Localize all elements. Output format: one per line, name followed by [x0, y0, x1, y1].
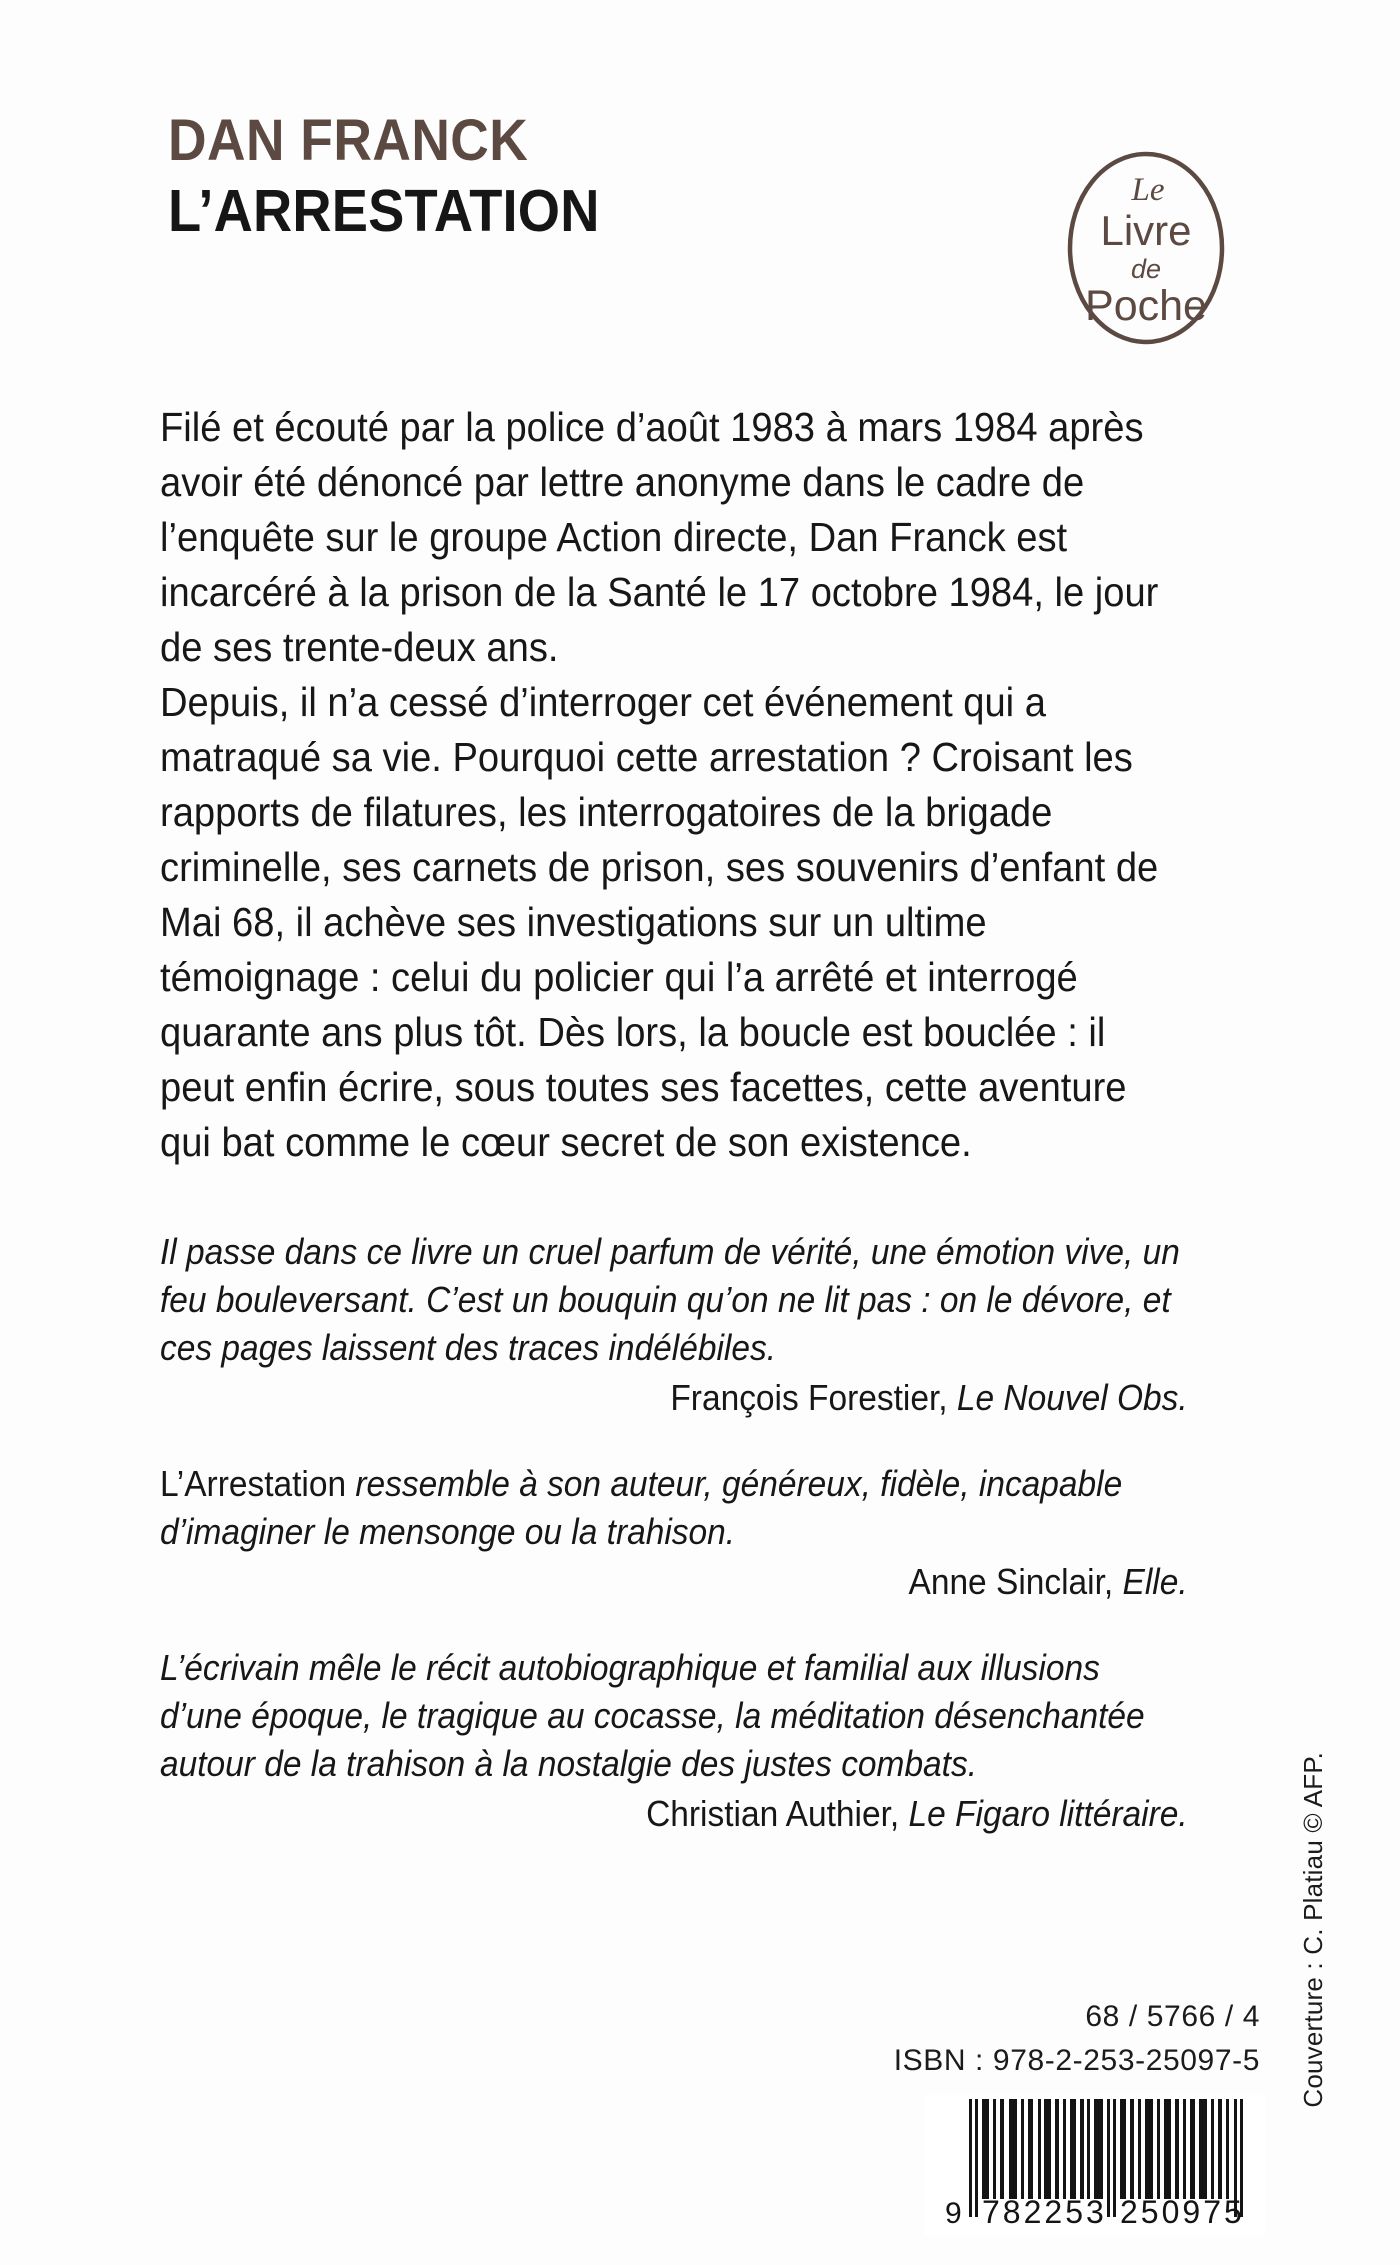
- isbn-code: ISBN : 978-2-253-25097-5: [893, 2044, 1260, 2077]
- review-quote-body: L’écrivain mêle le récit autobiographique et familial aux illusions d’une époque, le tragique au cocasse, la méditation désenchantée autour de la trahison à la nostalgie des justes combats.: [160, 1647, 1145, 1784]
- review-item: [160, 1460, 1188, 1606]
- author-name: DAN FRANCK: [168, 108, 529, 173]
- review-quote-body: Il passe dans ce livre un cruel parfum de vérité, une émotion vive, un feu bouleversant. C’est un bouquin qu’on ne lit pas : on le dévore, et ces pages laissent des traces indélébiles.: [160, 1231, 1180, 1368]
- logo-line-le: Le: [1131, 172, 1165, 208]
- press-reviews: [160, 1228, 1188, 1876]
- review-publication: Le Figaro littéraire.: [908, 1793, 1188, 1834]
- review-critic-name: Anne Sinclair,: [908, 1561, 1123, 1602]
- review-quote: [160, 1644, 1188, 1788]
- synopsis-paragraph-1: Filé et écouté par la police d’août 1983 à mars 1984 après avoir été dénoncé par lettre anonyme dans le cadre de l’enquête sur le groupe Action directe, Dan Franck est incarcéré à la prison de la Santé le 17 octobre 1984, le jour de ses trente-deux ans.: [160, 404, 1159, 670]
- barcode-digit-prefix: 9: [945, 2197, 962, 2230]
- review-item: [160, 1228, 1188, 1422]
- barcode-digits-right: 250975: [1120, 2194, 1245, 2230]
- review-quote: [160, 1228, 1188, 1372]
- barcode-digits-left: 782253: [982, 2194, 1107, 2230]
- review-quote-lead: L’Arrestation: [160, 1463, 347, 1504]
- barcode: [925, 2095, 1265, 2235]
- review-quote-body: ressemble à son auteur, généreux, fidèle, incapable d’imaginer le mensonge ou la trahison.: [160, 1463, 1123, 1552]
- review-item: [160, 1644, 1188, 1838]
- synopsis-paragraph-2: Depuis, il n’a cessé d’interroger cet événement qui a matraqué sa vie. Pourquoi cette arrestation ? Croisant les rapports de filatures, les interrogatoires de la brigade criminelle, ses carnets de prison, ses souvenirs d’enfant de Mai 68, il achève ses investigations sur un ultime témoignage : celui du policier qui l’a arrêté et interrogé quarante ans plus tôt. Dès lors, la boucle est bouclée : il peut enfin écrire, sous toutes ses facettes, cette aventure qui bat comme le cœur secret de son existence.: [160, 679, 1159, 1165]
- publisher-logo: [1062, 148, 1230, 348]
- synopsis-text: [160, 400, 1188, 1170]
- review-critic-name: François Forestier,: [670, 1377, 957, 1418]
- review-publication: Le Nouvel Obs.: [956, 1377, 1188, 1418]
- review-attribution: [160, 1790, 1188, 1838]
- product-codes: [894, 1995, 1260, 2083]
- ean13-barcode-icon: [925, 2095, 1265, 2235]
- review-quote: [160, 1460, 1188, 1556]
- review-attribution: [160, 1558, 1188, 1606]
- le-livre-de-poche-icon: [1062, 148, 1230, 348]
- cover-photo-credit: Couverture : C. Platiau © AFP.: [1298, 1752, 1328, 2108]
- review-publication: Elle.: [1122, 1561, 1188, 1602]
- logo-line-livre: Livre: [1100, 207, 1192, 254]
- review-critic-name: Christian Authier,: [646, 1793, 909, 1834]
- product-code: 68 / 5766 / 4: [1085, 2000, 1260, 2033]
- cover-header: [168, 108, 1028, 244]
- page-title: L’ARRESTATION: [168, 178, 600, 244]
- logo-line-poche: Poche: [1085, 282, 1207, 330]
- review-attribution: [160, 1374, 1188, 1422]
- logo-line-de: de: [1130, 254, 1162, 284]
